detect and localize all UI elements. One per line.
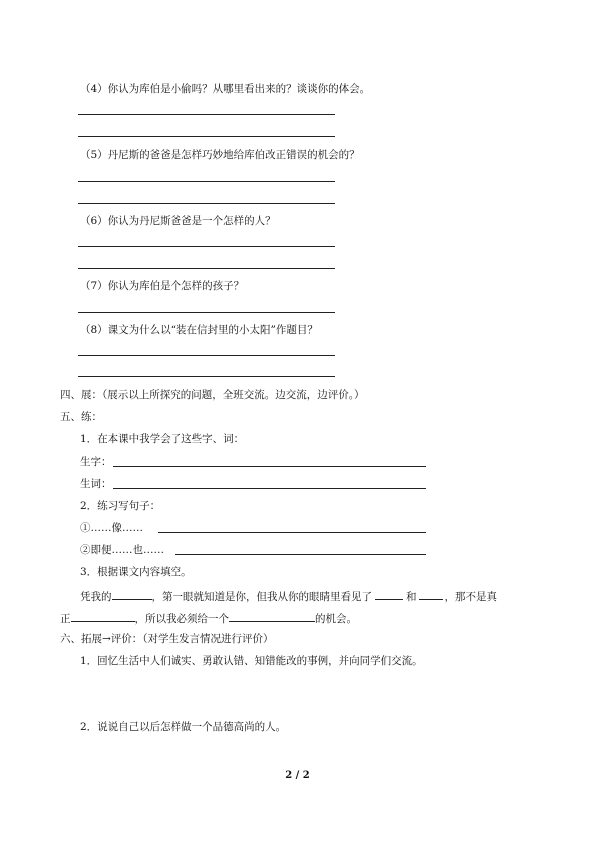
extension-2: 2．说说自己以后怎样做一个品德高尚的人。 xyxy=(80,721,287,733)
section-4-heading: 四、展：（展示以上所探究的问题，全班交流。边交流，边评价。） xyxy=(60,389,365,401)
answer-line xyxy=(78,246,335,247)
page-number: 2 / 2 xyxy=(285,770,310,781)
answer-line xyxy=(78,376,335,377)
fill-blank[interactable] xyxy=(112,588,152,600)
fill-blank[interactable] xyxy=(419,588,443,600)
fill-blank[interactable] xyxy=(375,588,403,600)
fill-sentence-line-2: 正 ，所以我必须给一个 的机会。 xyxy=(60,610,357,626)
answer-line xyxy=(158,532,426,533)
label-shengci: 生词： xyxy=(80,478,112,490)
exercise-2: 2．练习写句子： xyxy=(80,500,161,512)
answer-line xyxy=(78,203,335,204)
answer-line xyxy=(78,181,335,182)
fill-blank[interactable] xyxy=(229,610,315,622)
question-7: （7）你认为库伯是个怎样的孩子？ xyxy=(80,280,245,292)
question-8: （8）课文为什么以“装在信封里的小太阳”作题目？ xyxy=(80,324,318,336)
answer-line xyxy=(113,488,426,489)
extension-1: 1．回忆生活中人们诚实、勇敢认错、知错能改的事例，并向同学们交流。 xyxy=(80,655,423,667)
answer-line xyxy=(78,312,335,313)
answer-line xyxy=(113,466,426,467)
sentence-pattern-1: ①……像…… xyxy=(80,522,143,534)
section-5-heading: 五、练： xyxy=(60,411,102,423)
answer-line xyxy=(78,355,335,356)
question-6: （6）你认为丹尼斯爸爸是一个怎样的人？ xyxy=(80,215,276,227)
fill-sentence-line-1: 凭我的 ，第一眼就知道是你，但我从你的眼睛里看见了 和 ，那不是真 xyxy=(80,588,497,604)
answer-line xyxy=(175,554,426,555)
fill-blank[interactable] xyxy=(71,610,135,622)
answer-line xyxy=(78,136,335,137)
section-6-heading: 六、拓展→评价：（对学生发言情况进行评价） xyxy=(60,633,274,645)
question-5: （5）丹尼斯的爸爸是怎样巧妙地给库伯改正错误的机会的？ xyxy=(80,149,360,161)
question-4: （4）你认为库伯是小偷吗？从哪里看出来的？谈谈你的体会。 xyxy=(80,83,371,95)
answer-line xyxy=(78,114,335,115)
exercise-3: 3．根据课文内容填空。 xyxy=(80,566,192,578)
exercise-1: 1．在本课中我学会了这些字、词： xyxy=(80,433,245,445)
answer-line xyxy=(78,268,335,269)
label-shengzi: 生字： xyxy=(80,456,112,468)
sentence-pattern-2: ②即便……也…… xyxy=(80,544,164,556)
